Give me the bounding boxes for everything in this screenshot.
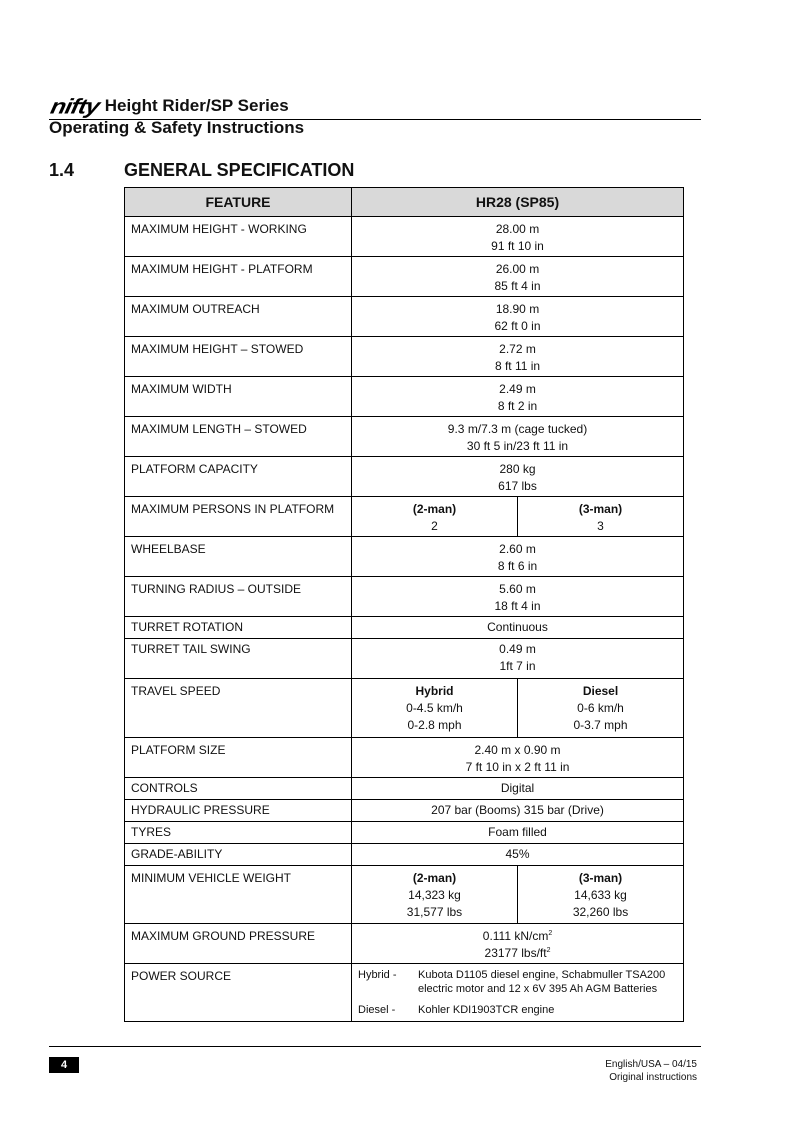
value-metric: 18.90 m: [495, 302, 540, 316]
footer-note: Original instructions: [609, 1072, 697, 1083]
feature-label: MAXIMUM GROUND PRESSURE: [125, 924, 352, 964]
variant-heading: (2-man): [412, 502, 457, 516]
page-number: 4: [49, 1057, 79, 1073]
value-2-man: [352, 866, 518, 924]
value-imperial: 8 ft 6 in: [497, 559, 538, 573]
table-row: [125, 577, 684, 617]
value-metric: 2.49 m: [499, 382, 536, 396]
feature-label: MAXIMUM HEIGHT – STOWED: [125, 337, 352, 377]
value-metric: 2.60 m: [499, 542, 536, 556]
feature-label: PLATFORM CAPACITY: [125, 457, 352, 497]
feature-label: MAXIMUM PERSONS IN PLATFORM: [125, 497, 352, 537]
feature-label: MINIMUM VEHICLE WEIGHT: [125, 866, 352, 924]
value-text: 0.111 kN/cm: [482, 929, 549, 943]
feature-label: PLATFORM SIZE: [125, 738, 352, 778]
feature-label: GRADE-ABILITY: [125, 844, 352, 866]
table-row: [125, 337, 684, 377]
table-row: [125, 617, 684, 639]
value-metric: 280 kg: [499, 462, 536, 476]
feature-value: [352, 257, 684, 297]
power-source-hybrid: [358, 968, 679, 996]
feature-value: [352, 337, 684, 377]
section-number: 1.4: [49, 160, 75, 180]
value-metric: 2.72 m: [499, 342, 536, 356]
value-imperial: [352, 945, 683, 962]
feature-value: [352, 297, 684, 337]
feature-value: Foam filled: [352, 822, 684, 844]
table-row: [125, 822, 684, 844]
table-row: [125, 217, 684, 257]
feature-label: MAXIMUM LENGTH – STOWED: [125, 417, 352, 457]
feature-label: TURRET TAIL SWING: [125, 639, 352, 679]
value-imperial: 8 ft 11 in: [494, 359, 541, 373]
feature-label: TURNING RADIUS – OUTSIDE: [125, 577, 352, 617]
feature-label: CONTROLS: [125, 778, 352, 800]
feature-label: MAXIMUM HEIGHT - WORKING: [125, 217, 352, 257]
feature-label: TYRES: [125, 822, 352, 844]
value-metric: 14,633 kg: [574, 888, 627, 902]
variant-heading: Diesel: [582, 684, 619, 698]
value-metric: 28.00 m: [495, 222, 540, 236]
value-metric: 14,323 kg: [408, 888, 461, 902]
value-metric: 26.00 m: [495, 262, 540, 276]
table-row: [125, 537, 684, 577]
power-source-value: [352, 964, 684, 1022]
table-row: [125, 457, 684, 497]
variant-heading: (2-man): [412, 871, 457, 885]
table-row: [125, 679, 684, 738]
value-hybrid: [352, 679, 518, 738]
variant-heading: (3-man): [578, 502, 623, 516]
section-title: GENERAL SPECIFICATION: [124, 160, 355, 180]
brand-line: [48, 92, 701, 119]
feature-value: Digital: [352, 778, 684, 800]
value-imperial: 32,260 lbs: [572, 905, 629, 919]
feature-label: TRAVEL SPEED: [125, 679, 352, 738]
value-imperial: 7 ft 10 in x 2 ft 11 in: [465, 760, 570, 774]
value-metric: 9.3 m/7.3 m (cage tucked): [447, 422, 588, 436]
feature-label: WHEELBASE: [125, 537, 352, 577]
feature-value: 207 bar (Booms) 315 bar (Drive): [352, 800, 684, 822]
value-imperial: 85 ft 4 in: [494, 279, 541, 293]
value-diesel: [518, 679, 684, 738]
table-row: [125, 639, 684, 679]
variant-value: 3: [597, 519, 604, 533]
power-source-diesel: [358, 1003, 679, 1017]
value-imperial: 1ft 7 in: [499, 659, 536, 673]
feature-value: [352, 537, 684, 577]
variant-value: 2: [431, 519, 438, 533]
power-type-text: Kubota D1105 diesel engine, Schabmuller TSA200 electric motor and 12 x 6V 395 Ah AGM Batteries: [418, 969, 666, 995]
footer-language: English/USA – 04/15: [605, 1059, 697, 1070]
document-subtitle: Operating & Safety Instructions: [49, 118, 305, 137]
header-rule: [49, 119, 701, 120]
feature-value: [352, 457, 684, 497]
header-model: HR28 (SP85): [352, 188, 684, 217]
specification-table: [124, 187, 684, 1022]
feature-label: MAXIMUM WIDTH: [125, 377, 352, 417]
superscript: 2: [546, 947, 551, 954]
superscript: 2: [548, 930, 553, 937]
value-3-man: [518, 497, 684, 537]
feature-value: [352, 577, 684, 617]
value-imperial: 62 ft 0 in: [494, 319, 541, 333]
table-row: [125, 866, 684, 924]
feature-value: [352, 417, 684, 457]
value-metric: 2.40 m x 0.90 m: [474, 743, 561, 757]
value-imperial: 0-3.7 mph: [573, 718, 628, 732]
power-type-text: Kohler KDI1903TCR engine: [418, 1004, 555, 1016]
power-type-label: Hybrid -: [358, 969, 397, 981]
table-header-row: [125, 188, 684, 217]
feature-value: [352, 217, 684, 257]
table-row: [125, 377, 684, 417]
table-row: [125, 924, 684, 964]
value-2-man: [352, 497, 518, 537]
value-metric: 0-6 km/h: [577, 701, 624, 715]
value-imperial: 30 ft 5 in/23 ft 11 in: [466, 439, 569, 453]
value-metric: [352, 928, 683, 945]
value-metric: 0.49 m: [499, 642, 536, 656]
feature-label: MAXIMUM HEIGHT - PLATFORM: [125, 257, 352, 297]
value-3-man: [518, 866, 684, 924]
section-heading: [49, 160, 354, 181]
series-title: Height Rider/SP Series: [104, 96, 289, 115]
value-metric: 5.60 m: [499, 582, 536, 596]
value-imperial: 91 ft 10 in: [491, 239, 544, 253]
footer-info: [605, 1058, 697, 1084]
table-row: [125, 800, 684, 822]
feature-value: [352, 639, 684, 679]
feature-value: 45%: [352, 844, 684, 866]
feature-label: POWER SOURCE: [125, 964, 352, 1022]
feature-value: Continuous: [352, 617, 684, 639]
table-row: [125, 964, 684, 1022]
feature-label: MAXIMUM OUTREACH: [125, 297, 352, 337]
feature-value: [352, 738, 684, 778]
variant-heading: (3-man): [578, 871, 623, 885]
table-row: [125, 497, 684, 537]
value-imperial: 31,577 lbs: [406, 905, 463, 919]
value-imperial: 18 ft 4 in: [494, 599, 541, 613]
variant-heading: Hybrid: [415, 684, 454, 698]
table-row: [125, 417, 684, 457]
table-row: [125, 257, 684, 297]
table-row: [125, 738, 684, 778]
feature-label: TURRET ROTATION: [125, 617, 352, 639]
value-imperial: 617 lbs: [498, 479, 537, 493]
footer-rule: [49, 1046, 701, 1047]
value-metric: 0-4.5 km/h: [406, 701, 463, 715]
power-type-label: Diesel -: [358, 1004, 396, 1016]
feature-value: [352, 377, 684, 417]
nifty-logo: nifty: [48, 94, 102, 119]
value-imperial: 8 ft 2 in: [497, 399, 538, 413]
table-row: [125, 778, 684, 800]
table-row: [125, 297, 684, 337]
value-imperial: 0-2.8 mph: [407, 718, 462, 732]
feature-label: HYDRAULIC PRESSURE: [125, 800, 352, 822]
header-feature: FEATURE: [125, 188, 352, 217]
value-text: 23177 lbs/ft: [484, 946, 547, 960]
page-header: [49, 92, 701, 138]
table-row: [125, 844, 684, 866]
feature-value: [352, 924, 684, 964]
